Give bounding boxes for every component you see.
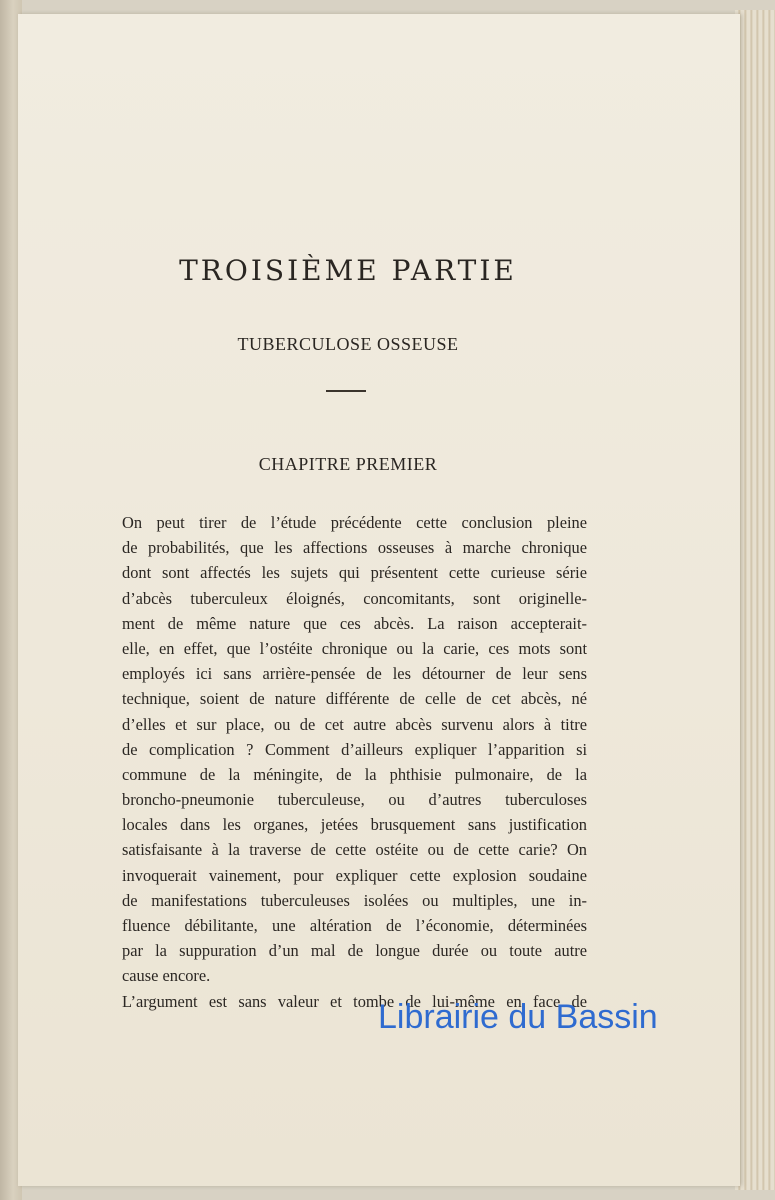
text-line: L’argument est sans valeur et tombe de lui-même en face de bbox=[122, 991, 587, 1011]
text-line: cause encore. bbox=[122, 966, 211, 986]
page-stack-edge bbox=[735, 10, 775, 1190]
text-line: technique, soient de nature différente de celle de cet abcès, né bbox=[122, 689, 587, 709]
text-line: ment de même nature que ces abcès. La raison accepterait- bbox=[122, 613, 587, 633]
chapter-title: CHAPITRE PREMIER bbox=[258, 454, 438, 474]
divider-rule bbox=[326, 390, 366, 392]
text-line: de complication ? Comment d’ailleurs expliquer l’apparition si bbox=[122, 739, 587, 759]
text-line: fluence débilitante, une altération de l’économie, déterminées bbox=[122, 916, 587, 935]
text-line: commune de la méningite, de la phthisie pulmonaire, de la bbox=[122, 764, 587, 784]
text-line: broncho-pneumonie tuberculeuse, ou d’autres tuberculoses bbox=[122, 790, 587, 810]
text-line: de probabilités, que les affections osseuses à marche chronique bbox=[122, 538, 587, 558]
part-subtitle: TUBERCULOSE OSSEUSE bbox=[237, 334, 459, 354]
text-line: dont sont affectés les sujets qui présentent cette curieuse série bbox=[122, 563, 587, 583]
part-title: TROISIÈME PARTIE bbox=[179, 254, 517, 287]
body-text bbox=[122, 510, 587, 1014]
text-line: invoquerait vainement, pour expliquer cette explosion soudaine bbox=[122, 865, 587, 885]
text-line: d’elles et sur place, ou de cet autre abcès survenu alors à titre bbox=[122, 714, 587, 734]
text-line: employés ici sans arrière-pensée de les détourner de leur sens bbox=[122, 664, 587, 684]
text-line: locales dans les organes, jetées brusquement sans justification bbox=[122, 815, 587, 835]
text-line: de manifestations tuberculeuses isolées ou multiples, une in- bbox=[122, 890, 587, 910]
text-line: d’abcès tuberculeux éloignés, concomitants, sont originelle- bbox=[122, 588, 587, 608]
text-line: par la suppuration d’un mal de longue durée ou toute autre bbox=[122, 941, 587, 961]
watermark-text: Librairie du Bassin bbox=[378, 998, 658, 1036]
text-line: elle, en effet, que l’ostéite chronique ou la carie, ces mots sont bbox=[122, 638, 587, 658]
text-line: On peut tirer de l’étude précédente cette conclusion pleine bbox=[122, 513, 587, 532]
text-line: satisfaisante à la traverse de cette ostéite ou de cette carie? On bbox=[122, 840, 587, 860]
